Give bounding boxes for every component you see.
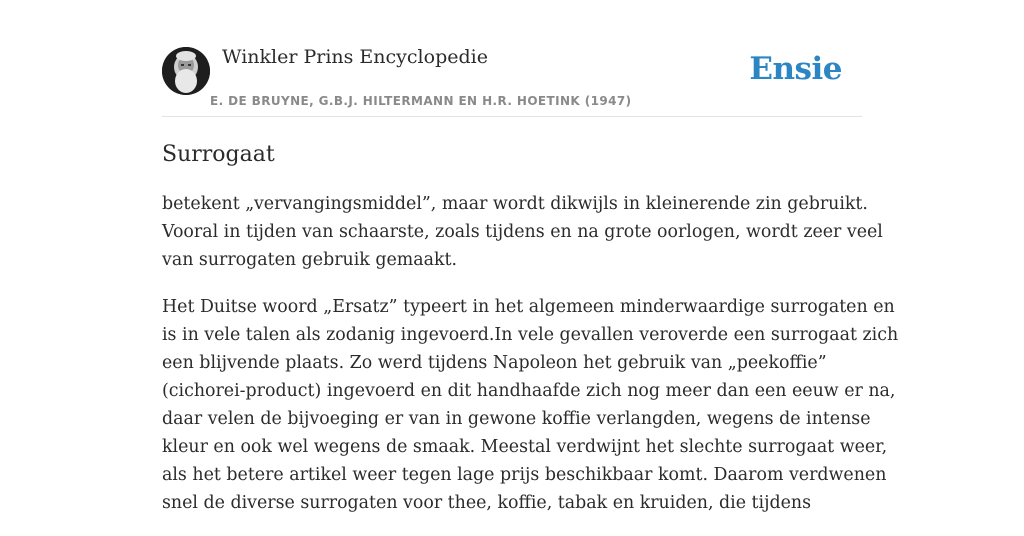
bearded-man-portrait-icon <box>162 47 210 95</box>
page <box>162 0 899 536</box>
text-line: is in vele talen als zodanig ingevoerd.In vele gevallen veroverde een surrogaat zich <box>162 325 899 345</box>
text-line: van surrogaten gebruik gemaakt. <box>162 250 458 270</box>
source-title[interactable]: Winkler Prins Encyclopedie <box>222 46 488 68</box>
entry-title: Surrogaat <box>162 142 275 167</box>
source-authors: E. DE BRUYNE, G.B.J. HILTERMANN EN H.R. HOETINK (1947) <box>210 94 632 108</box>
text-line: als het betere artikel weer tegen lage prijs beschikbaar komt. Daarom verdwenen <box>162 465 887 485</box>
text-line: kleur en ook wel wegens de smaak. Meestal verdwijnt het slechte surrogaat weer, <box>162 437 888 457</box>
text-line: Het Duitse woord „Ersatz” typeert in het algemeen minderwaardige surrogaten en <box>162 297 895 317</box>
source-header <box>162 0 862 117</box>
text-line: snel de diverse surrogaten voor thee, koffie, tabak en kruiden, die tijdens <box>162 493 812 513</box>
entry-body <box>162 190 899 517</box>
text-line: een blijvende plaats. Zo werd tijdens Napoleon het gebruik van „peekoffie” <box>162 353 827 373</box>
text-line: betekent „vervangingsmiddel”, maar wordt dikwijls in kleinerende zin gebruikt. <box>162 194 868 214</box>
brand-logo-link[interactable]: Ensie <box>749 51 842 87</box>
text-line: daar velen de bijvoeging er van in gewone koffie verlangden, wegens de intense <box>162 409 871 429</box>
paragraph <box>162 293 899 517</box>
text-line: Vooral in tijden van schaarste, zoals tijdens en na grote oorlogen, wordt zeer veel <box>162 222 883 242</box>
avatar <box>162 47 210 95</box>
text-line: (cichorei-product) ingevoerd en dit handhaafde zich nog meer dan een eeuw er na, <box>162 381 896 401</box>
paragraph <box>162 190 883 274</box>
